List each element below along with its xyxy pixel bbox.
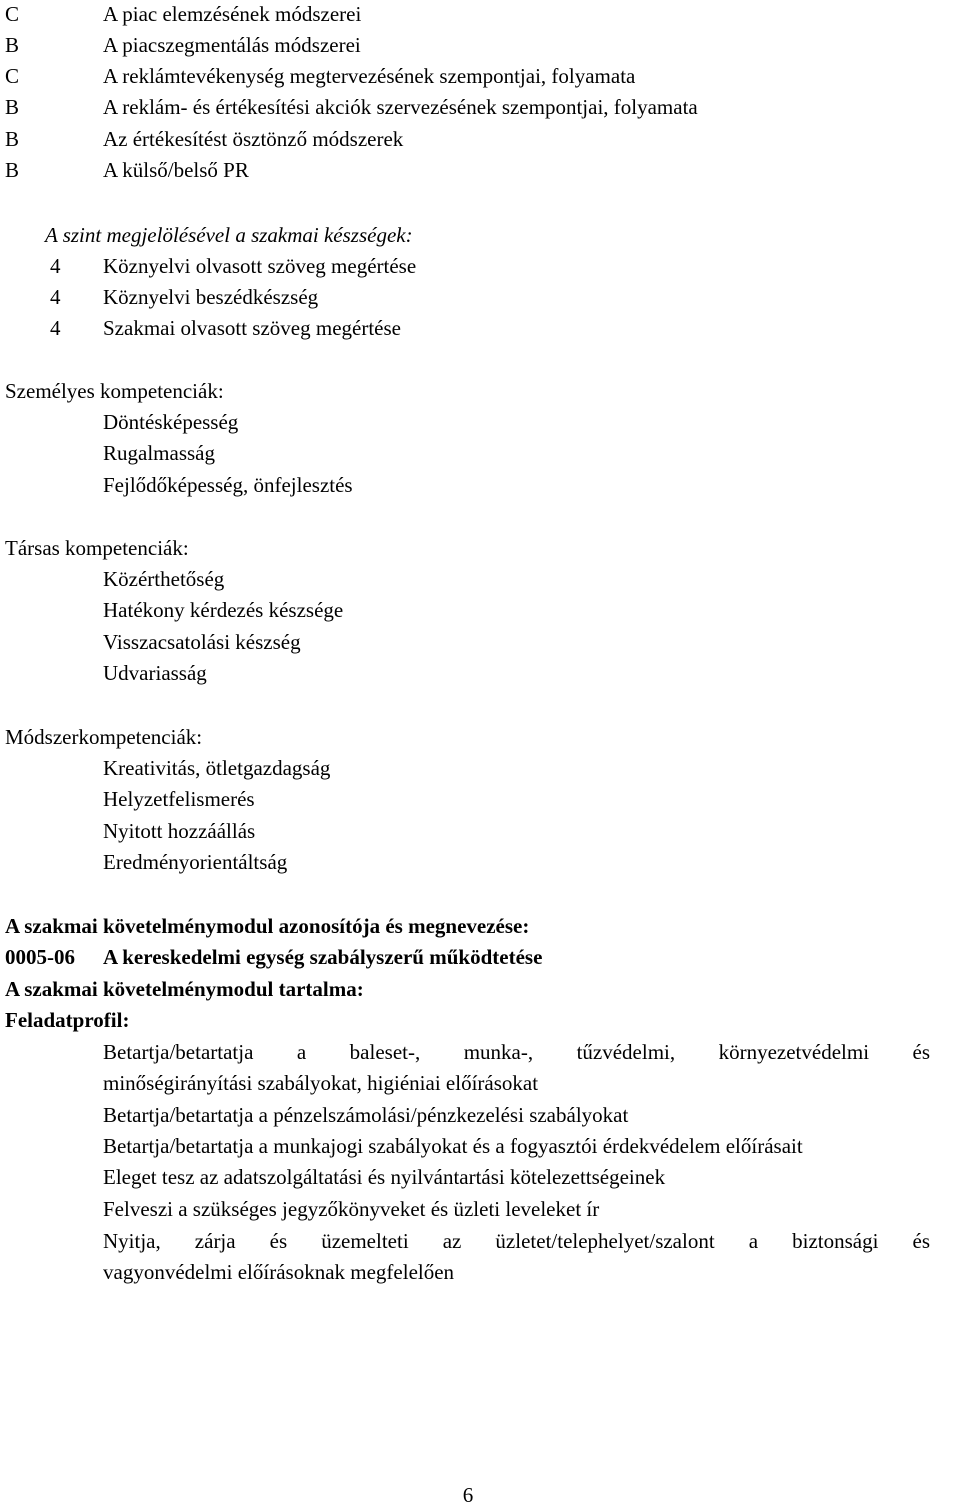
task-text: vagyonvédelmi előírásoknak megfelelően xyxy=(103,1260,455,1284)
level-label: 4 xyxy=(50,254,61,278)
level-label: 4 xyxy=(50,285,61,309)
task-text: Betartja/betartatja a baleset-, munka-, tűzvédelmi, környezetvédelmi és xyxy=(103,1040,930,1064)
method-heading: Módszerkompetenciák: xyxy=(5,725,203,749)
social-heading: Társas kompetenciák: xyxy=(5,536,189,560)
item-text: Köznyelvi olvasott szöveg megértése xyxy=(103,254,417,278)
task-text: minőségirányítási szabályokat, higiéniai előírásokat xyxy=(103,1071,539,1095)
page-number: 6 xyxy=(462,1483,474,1507)
personal-heading: Személyes kompetenciák: xyxy=(5,379,224,403)
level-label: 4 xyxy=(50,316,61,340)
item-text: Kreativitás, ötletgazdagság xyxy=(103,756,331,780)
item-text: Nyitott hozzáállás xyxy=(103,819,256,843)
task-text: Nyitja, zárja és üzemelteti az üzletet/telephelyet/szalont a biztonsági és xyxy=(103,1229,930,1253)
task-text: Eleget tesz az adatszolgáltatási és nyilvántartási kötelezettségeinek xyxy=(103,1165,666,1189)
item-text: A piacszegmentálás módszerei xyxy=(103,33,361,57)
module-content-heading: A szakmai követelménymodul tartalma: xyxy=(5,977,364,1001)
level-label: B xyxy=(5,95,20,119)
level-label: B xyxy=(5,33,20,57)
item-text: Eredményorientáltság xyxy=(103,850,288,874)
item-text: Szakmai olvasott szöveg megértése xyxy=(103,316,401,340)
level-label: C xyxy=(5,2,20,26)
item-text: Fejlődőképesség, önfejlesztés xyxy=(103,473,353,497)
module-name: A kereskedelmi egység szabályszerű működtetése xyxy=(103,945,543,969)
item-text: Közérthetőség xyxy=(103,567,225,591)
item-text: Helyzetfelismerés xyxy=(103,787,255,811)
profile-heading: Feladatprofil: xyxy=(5,1008,130,1032)
level-label: B xyxy=(5,127,20,151)
item-text: Köznyelvi beszédkészség xyxy=(103,285,319,309)
item-text: Rugalmasság xyxy=(103,441,215,465)
item-text: Döntésképesség xyxy=(103,410,239,434)
item-text: A külső/belső PR xyxy=(103,158,249,182)
module-id-heading: A szakmai követelménymodul azonosítója és megnevezése: xyxy=(5,914,530,938)
task-text: Betartja/betartatja a munkajogi szabályokat és a fogyasztói érdekvédelem előírásait xyxy=(103,1134,803,1158)
item-text: Hatékony kérdezés készsége xyxy=(103,598,344,622)
level-label: B xyxy=(5,158,20,182)
item-text: A reklámtevékenység megtervezésének szempontjai, folyamata xyxy=(103,64,636,88)
level-label: C xyxy=(5,64,20,88)
skills-heading: A szint megjelölésével a szakmai készségek: xyxy=(45,223,413,247)
item-text: Az értékesítést ösztönző módszerek xyxy=(103,127,404,151)
item-text: Visszacsatolási készség xyxy=(103,630,301,654)
task-text: Betartja/betartatja a pénzelszámolási/pénzkezelési szabályokat xyxy=(103,1103,629,1127)
item-text: Udvariasság xyxy=(103,661,207,685)
item-text: A piac elemzésének módszerei xyxy=(103,2,362,26)
module-code: 0005-06 xyxy=(5,945,75,969)
task-text: Felveszi a szükséges jegyzőkönyveket és üzleti leveleket ír xyxy=(103,1197,600,1221)
item-text: A reklám- és értékesítési akciók szervezésének szempontjai, folyamata xyxy=(103,95,698,119)
